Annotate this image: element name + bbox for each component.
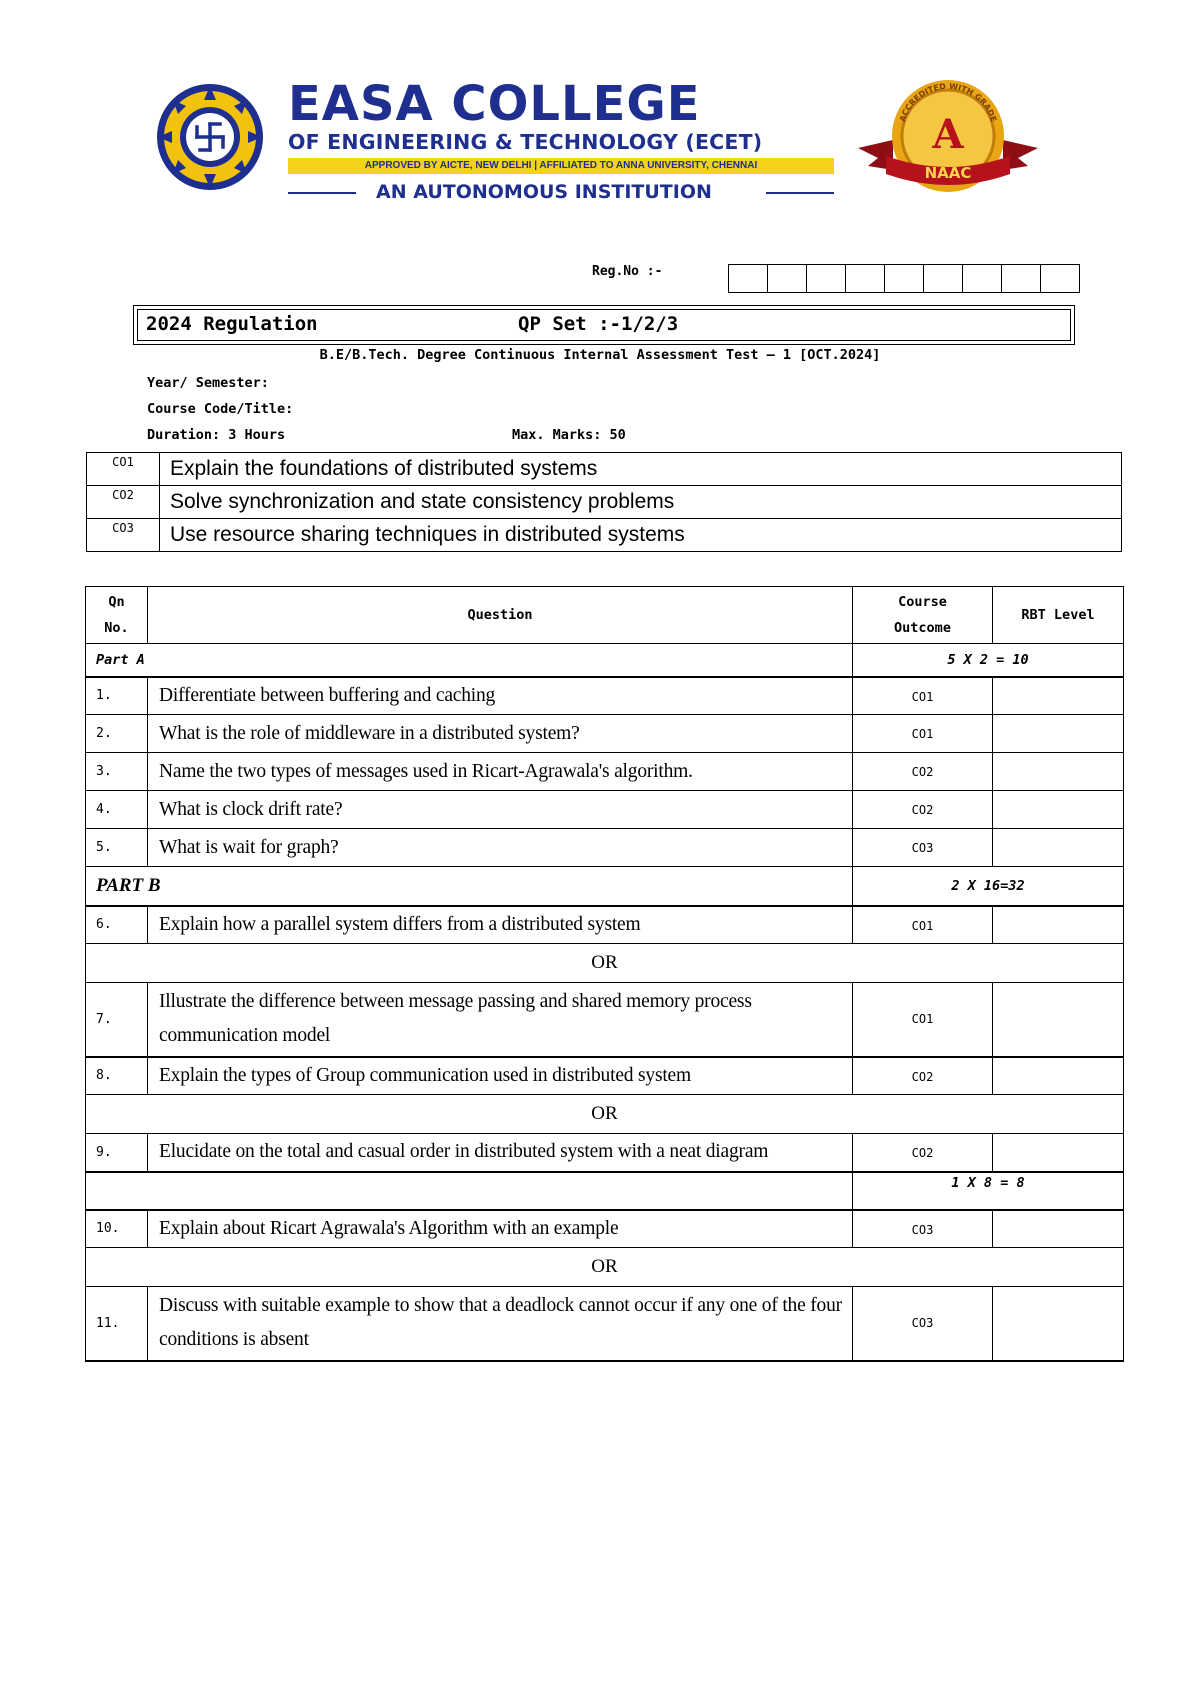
question-rbt <box>993 715 1124 753</box>
reg-no-box[interactable] <box>1041 265 1079 292</box>
question-text: Explain how a parallel system differs from a distributed system <box>148 906 853 944</box>
reg-no-box[interactable] <box>768 265 807 292</box>
section-label: Part A <box>86 644 853 677</box>
question-co: CO2 <box>853 753 993 791</box>
section-marks: 2 X 16=32 <box>853 867 1124 906</box>
or-row <box>86 1095 1124 1134</box>
question-co: CO3 <box>853 1210 993 1248</box>
section-label <box>86 1172 853 1210</box>
reg-no-box[interactable] <box>729 265 768 292</box>
question-row <box>86 829 1124 867</box>
regulation-box <box>133 305 1075 345</box>
regulation-box-inner <box>137 309 1071 341</box>
co-description: Use resource sharing techniques in distributed systems <box>160 519 1122 552</box>
or-label: OR <box>86 1095 1124 1134</box>
college-header <box>148 76 1058 203</box>
question-row <box>86 677 1124 715</box>
question-number: 2. <box>86 715 148 753</box>
or-label: OR <box>86 944 1124 983</box>
question-co: CO1 <box>853 906 993 944</box>
exam-title: B.E/B.Tech. Degree Continuous Internal Assessment Test – 1 [OCT.2024] <box>319 347 881 363</box>
header-qn-no: Qn No. <box>86 587 148 644</box>
reg-no-label: Reg.No :- <box>592 264 663 279</box>
question-number: 4. <box>86 791 148 829</box>
question-row <box>86 1210 1124 1248</box>
question-number: 10. <box>86 1210 148 1248</box>
or-label: OR <box>86 1248 1124 1287</box>
question-row <box>86 906 1124 944</box>
header-question: Question <box>148 587 853 644</box>
reg-no-box[interactable] <box>846 265 885 292</box>
question-text: What is the role of middleware in a distributed system? <box>148 715 853 753</box>
course-code-label: Course Code/Title: <box>147 401 294 417</box>
question-rbt <box>993 829 1124 867</box>
co-description: Solve synchronization and state consistency problems <box>160 486 1122 519</box>
section-label: PART B <box>86 867 853 906</box>
section-row-part-c <box>86 1172 1124 1210</box>
question-co: CO1 <box>853 983 993 1057</box>
question-row <box>86 983 1124 1057</box>
co-row <box>87 453 1122 486</box>
reg-no-box[interactable] <box>885 265 924 292</box>
question-text: Discuss with suitable example to show that a deadlock cannot occur if any one of the four conditions is absent <box>148 1287 853 1361</box>
question-number: 11. <box>86 1287 148 1361</box>
question-text: Illustrate the difference between message passing and shared memory process communication model <box>148 983 853 1057</box>
section-marks: 5 X 2 = 10 <box>853 644 1124 677</box>
question-row <box>86 791 1124 829</box>
question-text: What is clock drift rate? <box>148 791 853 829</box>
question-co: CO2 <box>853 1134 993 1172</box>
year-semester-label: Year/ Semester: <box>147 375 269 391</box>
question-number: 3. <box>86 753 148 791</box>
question-number: 8. <box>86 1057 148 1095</box>
reg-no-box[interactable] <box>1002 265 1041 292</box>
question-number: 5. <box>86 829 148 867</box>
question-text: Differentiate between buffering and caching <box>148 677 853 715</box>
question-text: Elucidate on the total and casual order in distributed system with a neat diagram <box>148 1134 853 1172</box>
question-number: 9. <box>86 1134 148 1172</box>
question-co: CO3 <box>853 829 993 867</box>
co-description: Explain the foundations of distributed systems <box>160 453 1122 486</box>
question-text: Explain the types of Group communication used in distributed system <box>148 1057 853 1095</box>
question-co: CO1 <box>853 715 993 753</box>
question-co: CO2 <box>853 791 993 829</box>
question-row <box>86 1287 1124 1361</box>
question-rbt <box>993 1057 1124 1095</box>
divider-line-right <box>766 192 834 194</box>
co-id: CO3 <box>87 519 160 552</box>
question-text: Name the two types of messages used in Ricart-Agrawala's algorithm. <box>148 753 853 791</box>
reg-no-box[interactable] <box>924 265 963 292</box>
approval-banner: APPROVED BY AICTE, NEW DELHI | AFFILIATED TO ANNA UNIVERSITY, CHENNAI <box>288 158 834 174</box>
question-co: CO2 <box>853 1057 993 1095</box>
question-rbt <box>993 677 1124 715</box>
duration-label: Duration: 3 Hours <box>147 427 286 443</box>
header-rbt-level: RBT Level <box>993 587 1124 644</box>
question-rbt <box>993 983 1124 1057</box>
question-number: 6. <box>86 906 148 944</box>
max-marks-label: Max. Marks: 50 <box>512 427 626 443</box>
college-subtitle: OF ENGINEERING & TECHNOLOGY (ECET) <box>288 130 763 154</box>
question-number: 7. <box>86 983 148 1057</box>
question-number: 1. <box>86 677 148 715</box>
question-co: CO1 <box>853 677 993 715</box>
section-row-part-a <box>86 644 1124 677</box>
course-outcomes-table <box>86 452 1122 552</box>
autonomous-label: AN AUTONOMOUS INSTITUTION <box>376 181 712 203</box>
reg-no-box[interactable] <box>807 265 846 292</box>
co-id: CO1 <box>87 453 160 486</box>
question-text: What is wait for graph? <box>148 829 853 867</box>
reg-no-box[interactable] <box>963 265 1002 292</box>
naac-grade-letter: A <box>932 111 964 158</box>
question-rbt <box>993 753 1124 791</box>
header-course-outcome: Course Outcome <box>853 587 993 644</box>
question-row <box>86 715 1124 753</box>
naac-label: NAAC <box>924 164 972 182</box>
question-rbt <box>993 791 1124 829</box>
question-rbt <box>993 1287 1124 1361</box>
qp-set-label: QP Set :-1/2/3 <box>518 313 679 335</box>
question-co: CO3 <box>853 1287 993 1361</box>
regulation-label: 2024 Regulation <box>146 313 318 335</box>
question-text: Explain about Ricart Agrawala's Algorithm with an example <box>148 1210 853 1248</box>
question-rbt <box>993 1210 1124 1248</box>
table-header-row <box>86 587 1124 644</box>
college-name: EASA COLLEGE <box>288 76 701 132</box>
co-row <box>87 519 1122 552</box>
co-id: CO2 <box>87 486 160 519</box>
section-row-part-b <box>86 867 1124 906</box>
question-row <box>86 753 1124 791</box>
co-row <box>87 486 1122 519</box>
autonomous-row <box>288 180 834 204</box>
questions-table <box>85 586 1124 1362</box>
or-row <box>86 1248 1124 1287</box>
divider-line-left <box>288 192 356 194</box>
college-title-block <box>288 76 843 203</box>
question-row <box>86 1134 1124 1172</box>
reg-no-boxes[interactable] <box>728 264 1080 293</box>
college-emblem-logo <box>148 82 272 192</box>
section-marks: 1 X 8 = 8 <box>853 1172 1124 1210</box>
svg-text:ACCREDITED WITH GRADE: ACCREDITED WITH GRADE <box>897 81 999 123</box>
question-rbt <box>993 1134 1124 1172</box>
naac-grade-seal <box>848 78 1048 198</box>
question-rbt <box>993 906 1124 944</box>
question-row <box>86 1057 1124 1095</box>
or-row <box>86 944 1124 983</box>
